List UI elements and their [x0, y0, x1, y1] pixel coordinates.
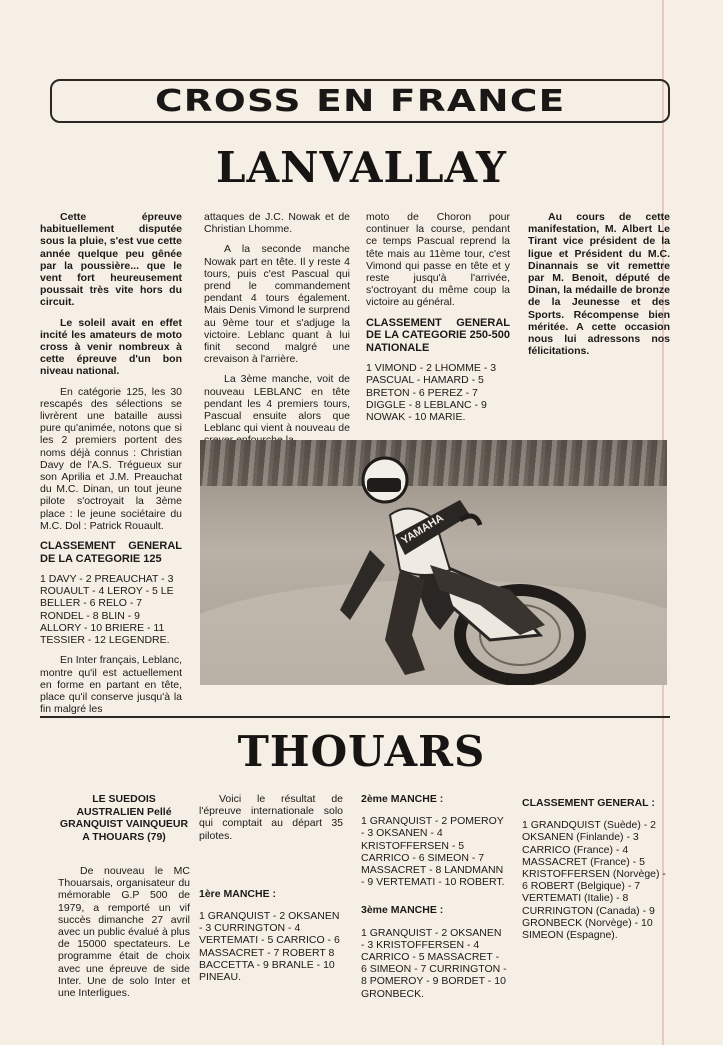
lanvallay-paragraph: moto de Choron pour continuer la course, pendant ce temps Pascual reprend la tête mais au 11ème tour, c'est Vimond qui passe en tête et y reste jusqu'à l'arrivée, s'octroyant du même coup la victoire au général.: [366, 211, 510, 309]
lanvallay-column-4: [528, 211, 670, 365]
lanvallay-paragraph: attaques de J.C. Nowak et de Christian Lhomme.: [204, 211, 350, 236]
rider-illustration: [200, 440, 667, 685]
article-title-lanvallay: LANVALLAY: [216, 143, 507, 192]
thouars-headline: LE SUEDOIS AUSTRALIEN Pellé GRANQUIST VAINQUEUR A THOUARS (79): [59, 793, 189, 843]
lanvallay-paragraph: Au cours de cette manifestation, M. Albert Le Tirant vice président de la ligue et Président du M.C. Dinannais se vit remettre par M. Benoit, député de Dinan, la médaille de bronze de la Jeunesse et des Sports. Récompense bien méritée. A cette occasion nous lui adressons nos félicitations.: [528, 211, 670, 358]
lanvallay-intro: Cette épreuve habituellement disputée sous la pluie, s'est vue cette année quelque peu gênée par la poussière... que le vent fort heureusement poussait très vite hors du circuit.: [40, 211, 182, 309]
lanvallay-intro-2: Le soleil avait en effet incité les amateurs de moto cross à venir nombreux à cette épreuve d'un bon niveau national.: [40, 316, 182, 378]
banner-title: CROSS EN FRANCE: [154, 83, 566, 119]
lanvallay-paragraph: En catégorie 125, les 30 rescapés des sélections se livrèrent une bataille aussi pure qu'animée, notons que si les 2 premiers portent des noms déjà connus : Christian Davy de l'A.S. Trégueux sur son Aprilia et J.M. Preauchat du M.C. Dinan, un tout jeune pilote s'octroyait la 3ème place : le jeune sociétaire du M.C. Dol : Patrick Rouault.: [40, 385, 182, 532]
thouars-column-4: [522, 797, 670, 949]
lanvallay-paragraph: En Inter français, Leblanc, montre qu'il est actuellement en forme en partant en tête, place qu'il conserve jusqu'à la fin malgré les: [40, 654, 182, 716]
lanvallay-column-1: [40, 211, 182, 723]
thouars-heat-2-heading: 2ème MANCHE :: [361, 793, 444, 805]
lanvallay-paragraph: A la seconde manche Nowak part en tête. Il y reste 4 tours, puis c'est Pascual qui prend le commandement pendant 4 tours également. Mais Denis Vimond le surprend au 9ème tour et s'adjuge la victoire. Leblanc quant à lui finit second malgré une crevaison à l'arrière.: [204, 243, 350, 366]
thouars-column-2: [199, 793, 343, 991]
lanvallay-column-2: [204, 211, 350, 455]
thouars-heat-3-results: 1 GRANQUIST - 2 OKSANEN - 3 KRISTOFFERSEN - 4 CARRICO - 5 MASSACRET - 6 SIMEON - 7 CURRINGTON - 8 POMEROY - 9 BORDET - 10 GRONBECK.: [361, 926, 507, 1000]
thouars-paragraph: De nouveau le MC Thouarsais, organisateur du mémorable G.P 500 de 1979, a remporté un vif succès dimanche 27 avril avec un public évalué à plus de 15000 spectateurs. Le programme était de choix avec une épreuve de side Inter. Une de solo Inter et une Interligues.: [58, 865, 190, 1000]
lanvallay-results-250-500: 1 VIMOND - 2 LHOMME - 3 PASCUAL - HAMARD - 5 BRETON - 6 PEREZ - 7 DIGGLE - 8 LEBLANC - 9 NOWAK - 10 MARIE.: [366, 362, 497, 423]
thouars-column-1: [58, 793, 190, 1007]
thouars-paragraph: Voici le résultat de l'épreuve internationale solo qui comptait au départ 35 pilotes.: [199, 793, 343, 842]
yamaha-label: YAMAHA: [399, 511, 446, 548]
thouars-heat-1-results: 1 GRANQUIST - 2 OKSANEN - 3 CURRINGTON - 4 VERTEMATI - 5 CARRICO - 6 MASSACRET - 7 ROBERT 8 BACCETTA - 9 BRANLE - 10 PINEAU.: [199, 910, 340, 984]
section-divider: [40, 716, 670, 718]
motocross-photo: [200, 440, 667, 685]
thouars-overall-heading: CLASSEMENT GENERAL :: [522, 797, 655, 809]
lanvallay-results-heading-125: CLASSEMENT GENERAL DE LA CATEGORIE 125: [40, 540, 182, 565]
thouars-heat-3-heading: 3ème MANCHE :: [361, 904, 444, 917]
lanvallay-results-heading-250-500: CLASSEMENT GENERAL DE LA CATEGORIE 250-500 NATIONALE: [366, 316, 510, 354]
thouars-heat-1-heading: 1ère MANCHE :: [199, 887, 277, 900]
thouars-overall-results: 1 GRANDQUIST (Suède) - 2 OKSANEN (Finlande) - 3 CARRICO (France) - 4 MASSACRET (France) - 5 KRISTOFFERSEN (Norvège) - 6 ROBERT (Belgique) - 7 VERTEMATI (Italie) - 8 CURRINGTON (Canada) - 9 GRONBECK (Norvège) - 10 SIMEON (Espagne).: [522, 819, 666, 942]
section-banner: [50, 79, 670, 123]
article-title-thouars: THOUARS: [237, 727, 486, 776]
lanvallay-paragraph: La 3ème manche, voit de nouveau LEBLANC en tête pendant les 4 premiers tours, Pascual ensuite alors que Leblanc qui vient à nouveau de: [204, 373, 350, 435]
thouars-column-3: [361, 793, 507, 1008]
lanvallay-results-125: 1 DAVY - 2 PREAUCHAT - 3 ROUAULT - 4 LEROY - 5 LE BELLER - 6 RELO - 7 RONDEL - 8 BLIN - 9 ALLORY - 10 BRIERE - 11 TESSIER - 12 LEGENDRE.: [40, 573, 174, 647]
thouars-heat-2-results: 1 GRANQUIST - 2 POMEROY - 3 OKSANEN - 4 KRISTOFFERSEN - 5 CARRICO - 6 SIMEON - 7 MASSACRET - 8 LANDMANN - 9 VERTEMATI - 10 ROBERT.: [361, 815, 505, 889]
lanvallay-column-3: [366, 211, 510, 431]
